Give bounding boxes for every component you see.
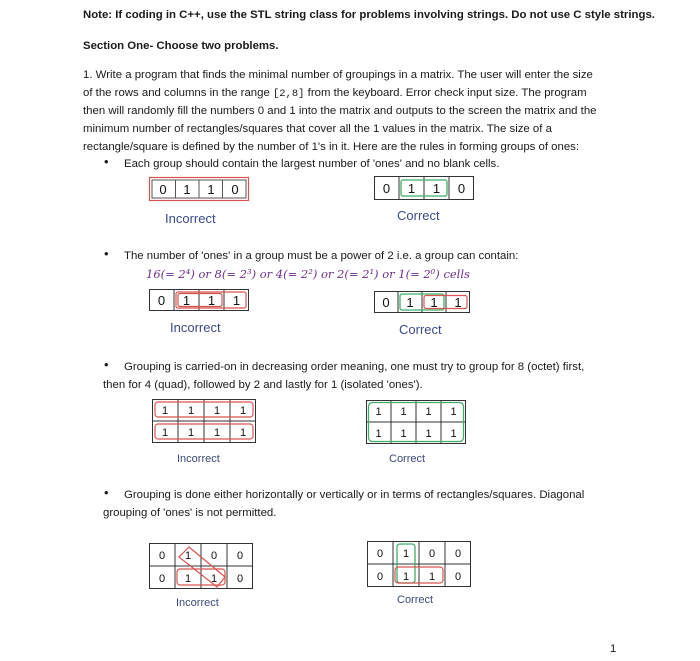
cell: 1: [375, 428, 382, 440]
cell: 1: [430, 295, 438, 310]
problem-line-4: minimum number of rectangles/squares that cover all the 1 values in the matrix. The size of a: [83, 123, 552, 135]
cell: 1: [406, 295, 414, 310]
range-code: [2,8]: [272, 88, 305, 100]
ex3-incorrect-label: Incorrect: [177, 453, 220, 465]
cell: 1: [207, 293, 216, 308]
ex3-incorrect-matrix: [152, 399, 256, 443]
ex2-correct-label: Correct: [399, 322, 442, 337]
rule-1-text: Each group should contain the largest number of 'ones' and no blank cells.: [124, 158, 500, 170]
cell: 0: [157, 293, 166, 308]
rule-4-text-1: Grouping is done either horizontally or vertically or in terms of rectangles/squares. Diagonal: [124, 489, 585, 501]
ex1-incorrect-label: Incorrect: [165, 211, 216, 226]
cell: 0: [454, 548, 462, 560]
cell: 0: [457, 181, 466, 196]
note-text: Note: If coding in C++, use the STL string class for problems involving strings. Do not use C style strings.: [83, 9, 655, 21]
cell: 0: [428, 548, 436, 560]
cell: 1: [182, 293, 191, 308]
cell: 0: [236, 550, 244, 562]
problem-line-5: rectangle/square is defined by the number of 1's in it. Here are the rules in forming groups of ones:: [83, 141, 580, 153]
cell: 1: [400, 406, 407, 418]
cell: 0: [231, 182, 239, 197]
problem-line-1: 1. Write a program that finds the minimal number of groupings in a matrix. The user will enter the size: [83, 69, 593, 81]
ex4-correct-matrix: [367, 541, 471, 587]
cell: 0: [159, 182, 167, 197]
power-of-two-formula: 16(= 2⁴) or 8(= 2³) or 4(= 2²) or 2(= 2¹) or 1(= 2⁰) cells: [146, 267, 470, 281]
cell: 1: [210, 573, 218, 585]
cell: 1: [187, 427, 195, 439]
rule-3-text-1: Grouping is carried-on in decreasing order meaning, one must try to group for 8 (octet) first,: [124, 361, 585, 373]
rule-2-text: The number of 'ones' in a group must be a power of 2 i.e. a group can contain:: [124, 250, 519, 262]
cell: 1: [213, 427, 221, 439]
problem-line-3: then will randomly fill the numbers 0 and 1 into the matrix and outputs to the screen the matrix and the: [83, 105, 597, 117]
cell: 1: [183, 182, 191, 197]
cell: 1: [402, 571, 410, 583]
ex1-incorrect-matrix: [149, 177, 249, 201]
ex3-correct-matrix: [366, 400, 466, 444]
bullet-3: •: [104, 357, 109, 372]
cell: 0: [158, 550, 166, 562]
cell: 0: [236, 573, 244, 585]
page-number: 1: [610, 643, 617, 655]
cell: 1: [454, 295, 462, 310]
cell: 1: [400, 428, 407, 440]
ex2-incorrect-matrix: [149, 289, 249, 311]
cell: 0: [454, 571, 462, 583]
cell: 1: [402, 548, 410, 560]
bullet-4: •: [104, 485, 109, 500]
cell: 1: [239, 405, 247, 417]
cell: 1: [425, 406, 432, 418]
cell: 1: [207, 182, 215, 197]
ex1-correct-matrix: [374, 176, 474, 200]
problem-line-2: of the rows and columns in the range [2,8] from the keyboard. Error check input size. The program: [83, 87, 587, 100]
cell: 1: [450, 406, 457, 418]
cell: 1: [232, 293, 241, 308]
rule-4-text-2: grouping of 'ones' is not permitted.: [103, 507, 277, 519]
cell: 0: [376, 548, 384, 560]
ex4-incorrect-matrix: [149, 543, 253, 589]
cell: 0: [158, 573, 166, 585]
ex4-incorrect-label: Incorrect: [176, 597, 219, 609]
ex1-correct-label: Correct: [397, 208, 440, 223]
cell: 0: [382, 295, 390, 310]
cell: 1: [161, 427, 169, 439]
cell: 1: [184, 573, 192, 585]
cell: 0: [210, 550, 218, 562]
rule-3-text-2: then for 4 (quad), followed by 2 and lastly for 1 (isolated 'ones').: [103, 379, 423, 391]
cell: 1: [213, 405, 221, 417]
ex4-correct-label: Correct: [397, 594, 434, 606]
ex2-incorrect-label: Incorrect: [170, 320, 221, 335]
section-title: Section One- Choose two problems.: [83, 40, 279, 52]
cell: 1: [432, 181, 441, 196]
cell: 1: [239, 427, 247, 439]
cell: 1: [187, 405, 195, 417]
cell: 0: [376, 571, 384, 583]
cell: 0: [382, 181, 391, 196]
ex3-correct-label: Correct: [389, 453, 426, 465]
ex2-correct-matrix: [374, 291, 470, 313]
cell: 1: [428, 571, 436, 583]
cell: 1: [450, 428, 457, 440]
cell: 1: [375, 406, 382, 418]
cell: 1: [161, 405, 169, 417]
cell: 1: [184, 550, 192, 562]
cell: 1: [407, 181, 416, 196]
cell: 1: [425, 428, 432, 440]
bullet-2: •: [104, 246, 109, 261]
bullet-1: •: [104, 154, 109, 169]
